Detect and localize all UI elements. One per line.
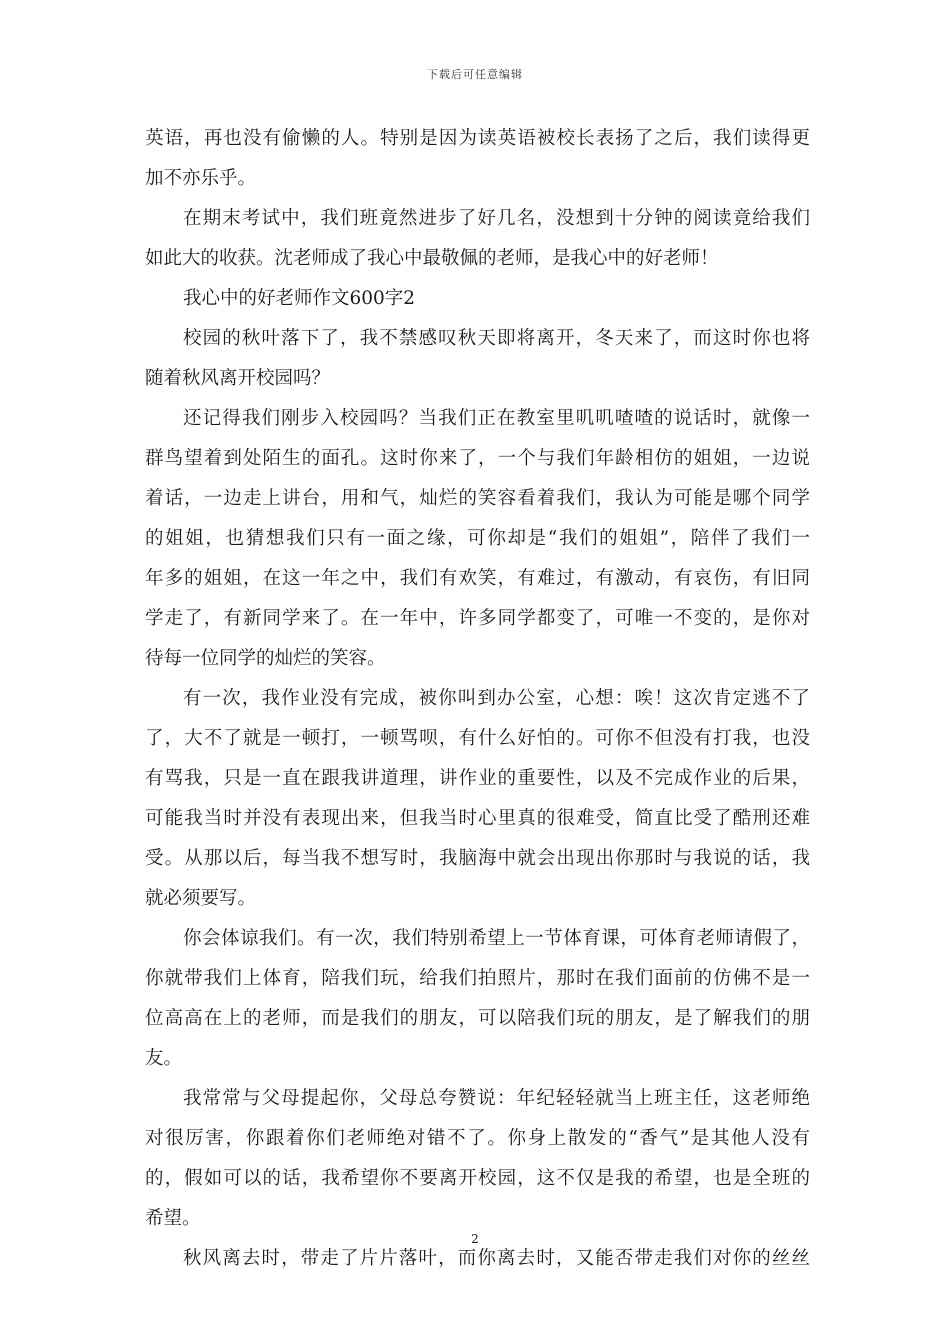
text-line: 的，假如可以的话，我希望你不要离开校园，这不仅是我的希望，也是全班的 bbox=[145, 1168, 810, 1189]
text-line: 受。从那以后，每当我不想写时，我脑海中就会出现出你那时与我说的话，我 bbox=[145, 848, 810, 869]
text-line: 群鸟望着到处陌生的面孔。这时你来了，一个与我们年龄相仿的姐姐，一边说 bbox=[145, 448, 810, 469]
text-line: 待每一位同学的灿烂的笑容。 bbox=[145, 648, 386, 669]
text-line: 着话，一边走上讲台，用和气，灿烂的笑容看着我们，我认为可能是哪个同学 bbox=[145, 488, 810, 509]
text-line: 如此大的收获。沈老师成了我心中最敬佩的老师，是我心中的好老师！ bbox=[145, 248, 719, 269]
text-line: 了，大不了就是一顿打，一顿骂呗，有什么好怕的。可你不但没有打我，也没 bbox=[145, 728, 810, 749]
text-line: 还记得我们刚步入校园吗？当我们正在教室里叽叽喳喳的说话时，就像一 bbox=[183, 408, 810, 429]
page-header: 下载后可任意编辑 bbox=[427, 68, 523, 81]
text-line: 有一次，我作业没有完成，被你叫到办公室，心想：唉！这次肯定逃不了 bbox=[183, 688, 810, 709]
text-line: 我心中的好老师作文600字2 bbox=[183, 288, 416, 309]
text-line: 就必须要写。 bbox=[145, 888, 257, 909]
text-line: 英语，再也没有偷懒的人。特别是因为读英语被校长表扬了之后，我们读得更 bbox=[145, 128, 810, 149]
document-body bbox=[145, 119, 810, 1279]
page-number: 2 bbox=[471, 1232, 479, 1246]
text-line: 你就带我们上体育，陪我们玩，给我们拍照片，那时在我们面前的仿佛不是一 bbox=[145, 968, 810, 989]
text-line: 校园的秋叶落下了，我不禁感叹秋天即将离开，冬天来了，而这时你也将 bbox=[183, 328, 810, 349]
text-line: 友。 bbox=[145, 1048, 183, 1069]
text-line: 位高高在上的老师，而是我们的朋友，可以陪我们玩的朋友，是了解我们的朋 bbox=[145, 1008, 810, 1029]
text-line: 的姐姐，也猜想我们只有一面之缘，可你却是“我们的姐姐”，陪伴了我们一 bbox=[145, 528, 810, 549]
text-line: 年多的姐姐，在这一年之中，我们有欢笑，有难过，有激动，有哀伤，有旧同 bbox=[145, 568, 810, 589]
text-line: 我常常与父母提起你，父母总夸赞说：年纪轻轻就当上班主任，这老师绝 bbox=[183, 1088, 810, 1109]
text-line: 秋风离去时，带走了片片落叶，而你离去时，又能否带走我们对你的丝丝 bbox=[183, 1248, 810, 1269]
text-line: 在期末考试中，我们班竟然进步了好几名，没想到十分钟的阅读竟给我们 bbox=[183, 208, 810, 229]
text-line: 可能我当时并没有表现出来，但我当时心里真的很难受，简直比受了酷刑还难 bbox=[145, 808, 810, 829]
text-line: 你会体谅我们。有一次，我们特别希望上一节体育课，可体育老师请假了， bbox=[183, 928, 810, 949]
text-line: 加不亦乐乎。 bbox=[145, 168, 257, 189]
text-line: 希望。 bbox=[145, 1208, 201, 1229]
text-line: 学走了，有新同学来了。在一年中，许多同学都变了，可唯一不变的，是你对 bbox=[145, 608, 810, 629]
text-line: 对很厉害，你跟着你们老师绝对错不了。你身上散发的“香气”是其他人没有 bbox=[145, 1128, 810, 1149]
text-line: 随着秋风离开校园吗？ bbox=[145, 368, 331, 389]
text-line: 有骂我，只是一直在跟我讲道理，讲作业的重要性，以及不完成作业的后果， bbox=[145, 768, 810, 789]
